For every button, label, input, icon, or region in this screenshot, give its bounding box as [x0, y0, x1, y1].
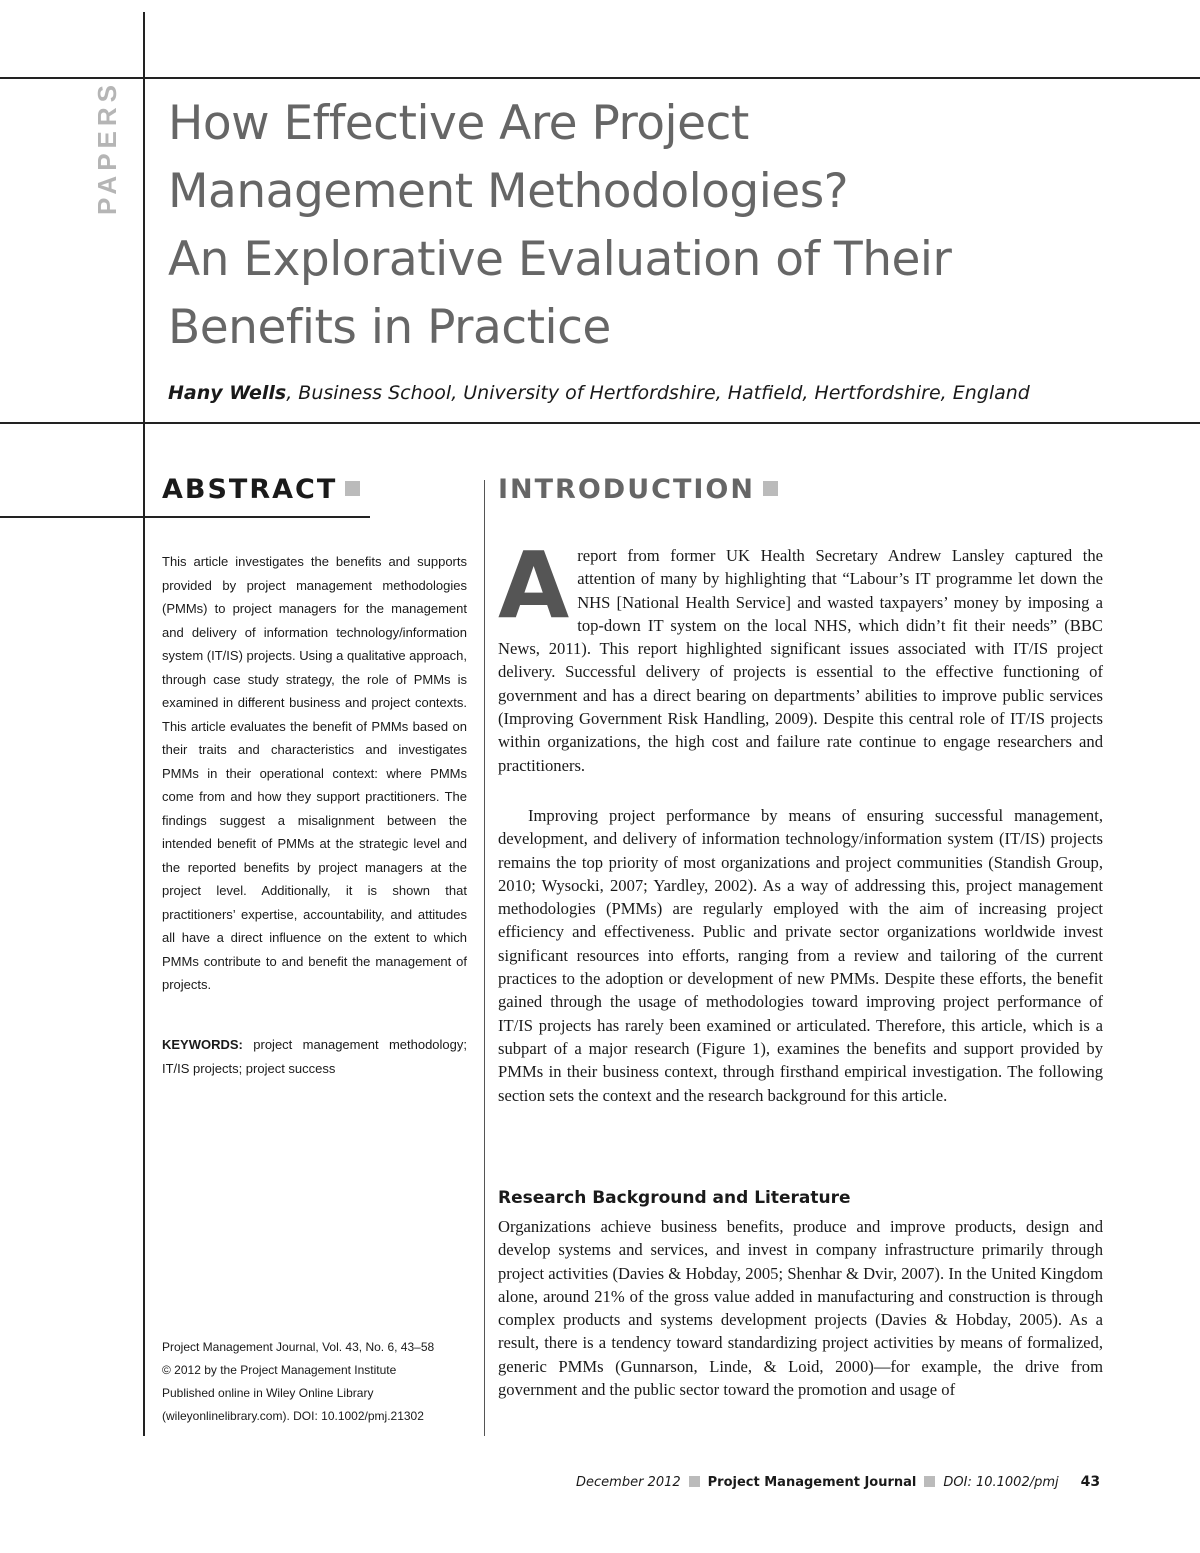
title-bottom-rule — [0, 422, 1200, 424]
footer-journal: Project Management Journal — [707, 1475, 917, 1490]
page-footer — [576, 1474, 1106, 1490]
research-paragraph: Organizations achieve business benefits, produce and improve products, design and develop systems and services, and invest in company infrastructure primarily through project activities (Davies & Hobday, 2005; Shenhar & Dvir, 2007). In the United Kingdom alone, around 21% of the gross value added in manufacturing and construction is through complex products and systems development projects (Davies & Hobday, 2005). As a result, there is a tendency toward standardizing project activities by means of formalized, generic PMMs (Gunnarson, Linde, & Loid, 2000)—for example, the drive from government and the public sector toward the promotion and usage of — [498, 1217, 1103, 1400]
margin-rule-top — [143, 12, 145, 424]
square-separator-icon — [689, 1476, 700, 1487]
abstract-heading — [162, 474, 360, 505]
author-line — [168, 382, 1168, 404]
abstract-heading-text: ABSTRACT — [162, 474, 338, 505]
section-label: PAPERS — [92, 80, 122, 215]
footer-doi: DOI: 10.1002/pmj — [943, 1475, 1059, 1490]
citation-line: Published online in Wiley Online Library — [162, 1386, 374, 1400]
abstract-heading-rule — [0, 516, 370, 518]
header-rule — [0, 77, 1200, 79]
title-line: Benefits in Practice — [168, 300, 611, 355]
introduction-heading — [498, 474, 778, 505]
page-number: 43 — [1080, 1474, 1101, 1490]
intro-paragraph-1 — [498, 532, 1103, 777]
introduction-heading-text: INTRODUCTION — [498, 474, 755, 505]
citation-line: Project Management Journal, Vol. 43, No. 6, 43–58 — [162, 1340, 435, 1354]
author-affiliation: , Business School, University of Hertfordshire, Hatfield, Hertfordshire, England — [286, 382, 1030, 404]
article-title — [168, 90, 1168, 362]
citation-line: © 2012 by the Project Management Institute — [162, 1363, 397, 1377]
square-separator-icon — [924, 1476, 935, 1487]
citation-line: (wileyonlinelibrary.com). DOI: 10.1002/pmj.21302 — [162, 1409, 424, 1423]
square-bullet-icon — [345, 481, 360, 496]
intro-paragraph-2: Improving project performance by means of ensuring successful management, development, and delivery of information technology/information system (IT/IS) projects remains the top priority of most organizations and project communities (Standish Group, 2010; Wysocki, 2007; Yardley, 2002). As a way of addressing this, project management methodologies (PMMs) are regularly employed with the aim of increasing project efficiency and effectiveness. Public and private sector organizations worldwide invest significant resources into efforts, ranging from a review and tailoring of the current practices to the adoption or development of new PMMs. Despite these efforts, the benefit gained through the usage of methodologies toward improving project performance of IT/IS projects has rarely been examined or articulated. Therefore, this article, which is a subpart of a major research (Figure 1), examines the benefits and support provided by PMMs in their business context, through firsthand empirical investigation. The following section sets the context and the research background for this article. — [498, 806, 1103, 1105]
footer-date: December 2012 — [576, 1475, 681, 1490]
drop-cap: A — [498, 532, 570, 639]
title-line: How Effective Are Project — [168, 96, 749, 151]
keywords — [162, 1033, 467, 1080]
title-line: Management Methodologies? — [168, 164, 849, 219]
title-line: An Explorative Evaluation of Their — [168, 232, 952, 287]
keywords-label: KEYWORDS: — [162, 1037, 243, 1052]
square-bullet-icon — [763, 481, 778, 496]
research-heading: Research Background and Literature — [498, 1188, 851, 1208]
abstract-text: This article investigates the benefits and supports provided by project management methodologies (PMMs) to project managers for the management and delivery of information technology/information system (IT/IS) projects. Using a qualitative approach, through case study strategy, the role of PMMs is examined in different business and project contexts. This article evaluates the benefit of PMMs based on their traits and characteristics and investigates PMMs in their operational context: where PMMs come from and how they support practitioners. The findings suggest a misalignment between the intended benefit of PMMs at the strategic level and the reported benefits by project managers at the project level. Additionally, it is shown that practitioners’ expertise, accountability, and attitudes all have a direct influence on the extent to which PMMs contribute to and benefit the management of projects. — [162, 554, 467, 992]
column-divider — [484, 480, 485, 1436]
citation-block — [162, 1336, 472, 1428]
margin-rule-abstract — [143, 424, 145, 1436]
intro-paragraph-1-text: report from former UK Health Secretary Andrew Lansley captured the attention of many by highlighting that “Labour’s IT programme let down the NHS [National Health Service] and wasted taxpayers’ money by imposing a top-down IT system on the local NHS, which didn’t fit their needs” (BBC News, 2011). This report highlighted significant issues associated with IT/IS project delivery. Successful delivery of projects is essential to the effective functioning of government and has a direct bearing on departments’ abilities to improve public services (Improving Government Risk Handling, 2009). Despite this central role of IT/IS projects within organizations, the high cost and failure rate continue to engage researchers and practitioners. — [498, 546, 1103, 775]
keywords-list: project management methodology; IT/IS projects; project success — [162, 1037, 467, 1076]
author-name: Hany Wells — [168, 382, 287, 404]
